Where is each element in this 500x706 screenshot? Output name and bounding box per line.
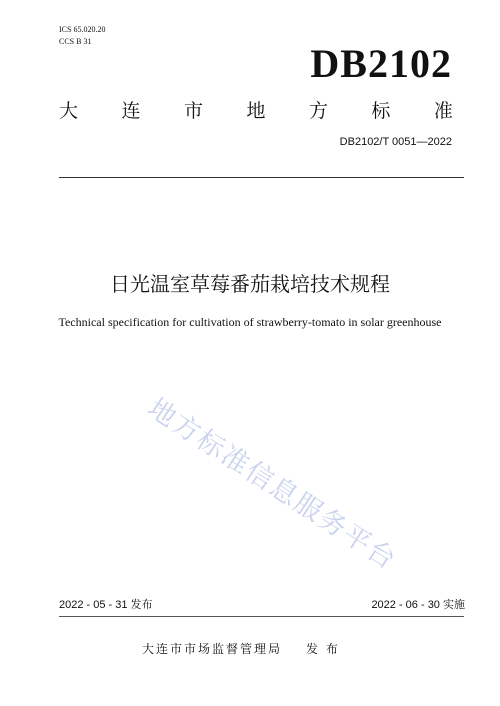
org-char: 标 bbox=[371, 100, 391, 122]
org-char: 市 bbox=[183, 100, 203, 122]
org-char: 连 bbox=[121, 100, 141, 122]
classification-codes bbox=[59, 24, 105, 48]
publish-label: 发 布 bbox=[306, 642, 340, 656]
issuer-line bbox=[142, 641, 340, 657]
footer-divider bbox=[59, 616, 464, 617]
header-divider bbox=[59, 177, 464, 178]
document-number: DB2102/T 0051—2022 bbox=[339, 136, 452, 148]
watermark: 地方标准信息服务平台 bbox=[142, 392, 403, 577]
title-chinese: 日光温室草莓番茄栽培技术规程 bbox=[110, 272, 390, 296]
implementation-date: 2022 - 06 - 30 实施 bbox=[371, 599, 465, 611]
ics-code: ICS 65.020.20 bbox=[59, 25, 106, 34]
issuer-name: 大连市市场监督管理局 bbox=[142, 642, 283, 656]
issue-date: 2022 - 05 - 31 发布 bbox=[59, 599, 153, 611]
ccs-code: CCS B 31 bbox=[59, 37, 92, 46]
title-english: Technical specification for cultivation of strawberry-tomato in solar greenhouse bbox=[58, 315, 442, 329]
standard-code: DB2102 bbox=[310, 41, 452, 86]
org-char: 地 bbox=[246, 100, 266, 122]
org-char: 大 bbox=[59, 100, 79, 122]
standard-type-heading bbox=[59, 98, 453, 124]
org-char: 准 bbox=[433, 100, 453, 122]
org-char: 方 bbox=[308, 100, 328, 122]
